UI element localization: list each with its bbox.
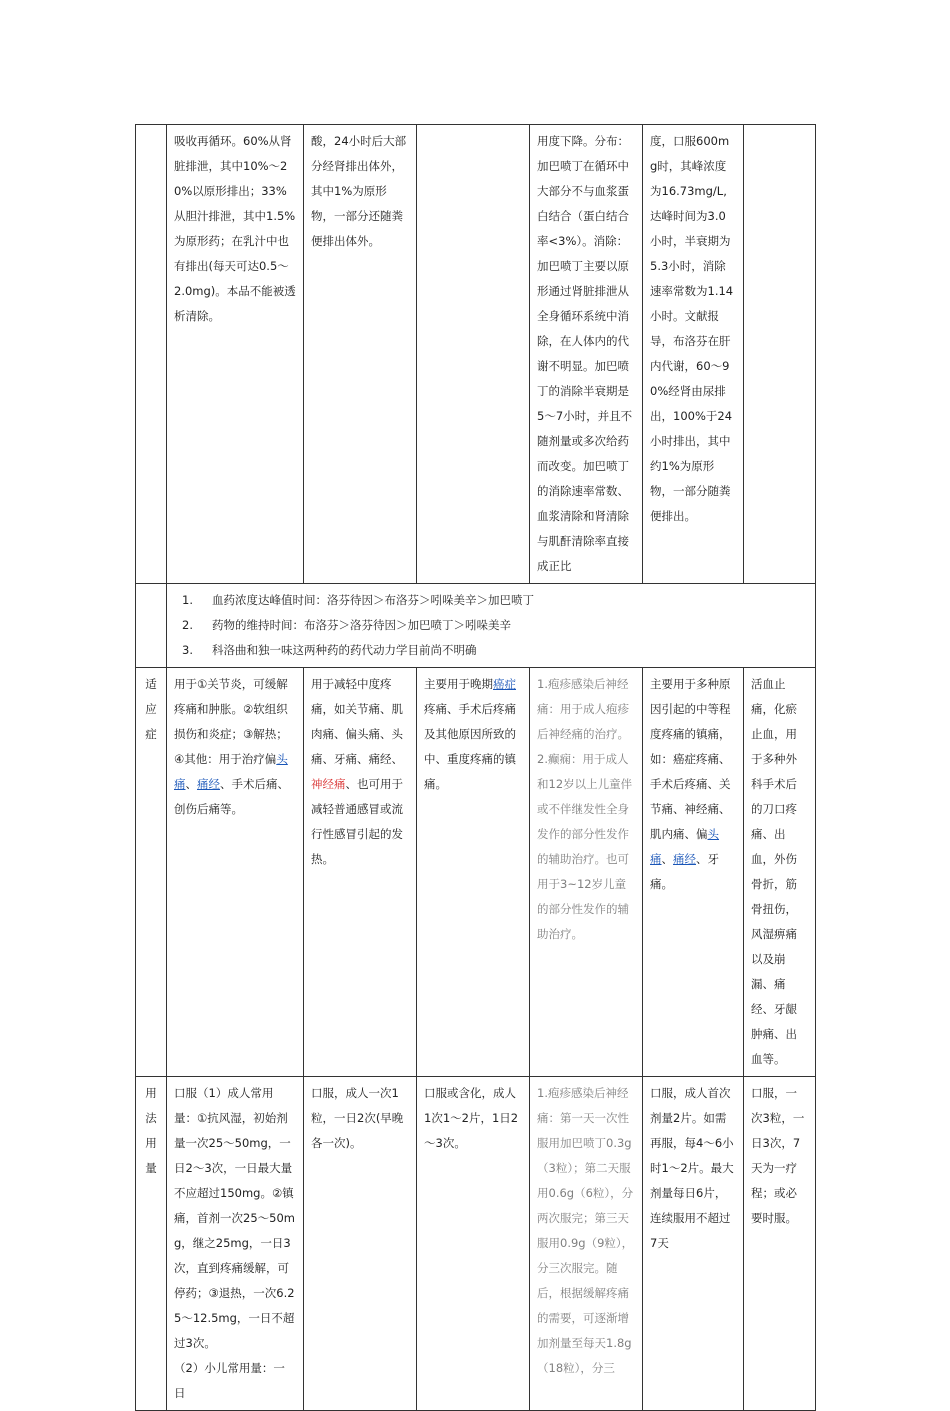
- headache-link[interactable]: 头痛: [650, 827, 719, 866]
- cell-gabapentin-dosage: 1.疱疹感染后神经痛：第一天一次性服用加巴喷丁0.3g（3粒）；第二天服用0.6g（6粒），分两次服完；第三天服用0.9g（9粒），分三次服完。随后，根据缓解疼痛的需要，可逐渐增加剂量至每天1.8g（18粒），分三: [530, 1077, 643, 1411]
- dosage-header: 用法用量: [136, 1077, 167, 1411]
- drug-comparison-table: [135, 124, 816, 1411]
- dysmenorrhea-link[interactable]: 痛经: [673, 852, 696, 866]
- note-item: 2. 药物的维持时间：布洛芬＞洛芬待因＞加巴喷丁＞吲哚美辛: [182, 618, 511, 632]
- cell-ibuprofen-dosage: 口服，成人首次剂量2片。如需再服，每4～6小时1～2片。最大剂量每日6片，连续服用不超过7天: [643, 1077, 744, 1411]
- cell-colchicine-indications: 主要用于晚期癌症疼痛、手术后疼痛及其他原因所致的中、重度疼痛的镇痛。: [417, 668, 530, 1077]
- cell-duyiwei-dosage: 口服，一次3粒，一日3次，7天为一疗程；或必要时服。: [744, 1077, 816, 1411]
- notes-row-header: [136, 584, 167, 668]
- cell-ibuprofen-pk: 度，口服600mg时，其峰浓度为16.73mg/L,达峰时间为3.0小时，半衰期为5.3小时，消除速率常数为1.14小时。文献报导，布洛芬在肝内代谢，60～90%经肾由尿排出，100%于24小时排出，其中约1%为原形物，一部分随粪便排出。: [643, 125, 744, 584]
- dysmenorrhea-link[interactable]: 痛经: [197, 777, 220, 791]
- pharmacokinetics-row: [136, 125, 816, 584]
- indications-header: 适应症: [136, 668, 167, 1077]
- cell-duyiwei-indications: 活血止痛，化瘀止血，用于多种外科手术后的刀口疼痛、出血，外伤骨折，筋骨扭伤，风湿痹痛以及崩漏、痛经、牙龈肿痛、出血等。: [744, 668, 816, 1077]
- cell-ibuprofen-codeine-dosage: 口服，成人一次1粒，一日2次(早晚各一次)。: [304, 1077, 417, 1411]
- cell-colchicine-dosage: 口服或含化，成人1次1～2片，1日2～3次。: [417, 1077, 530, 1411]
- headache-link[interactable]: 头痛: [174, 752, 288, 791]
- cell-colchicine-pk: [417, 125, 530, 584]
- cell-indomethacin-dosage: 口服（1）成人常用量：①抗风湿，初始剂量一次25～50mg，一日2～3次，一日最大量不应超过150mg。②镇痛，首剂一次25～50mg，继之25mg，一日3次，直到疼痛缓解，可停药；③退热，一次6.25～12.5mg，一日不超过3次。 （2）小儿常用量：一日: [167, 1077, 304, 1411]
- cell-ibuprofen-codeine-indications: 用于减轻中度疼痛，如关节痛、肌肉痛、偏头痛、头痛、牙痛、痛经、神经痛、也可用于减轻普通感冒或流行性感冒引起的发热。: [304, 668, 417, 1077]
- cell-gabapentin-pk: 用度下降。分布： 加巴喷丁在循环中大部分不与血浆蛋白结合（蛋白结合率<3%）。消除： 加巴喷丁主要以原形通过肾脏排泄从全身循环系统中消除，在人体内的代谢不明显。加巴喷丁的消除半衰期是5～7小时，并且不随剂量或多次给药而改变。加巴喷丁的消除速率常数、血浆清除和肾清除与肌酐清除率直接成正比: [530, 125, 643, 584]
- row-header-empty: [136, 125, 167, 584]
- cell-indomethacin-indications: 用于①关节炎，可缓解疼痛和肿胀。②软组织损伤和炎症；③解热；④其他：用于治疗偏头痛、痛经、手术后痛、创伤后痛等。: [167, 668, 304, 1077]
- cell-indomethacin-pk: 吸收再循环。60%从肾脏排泄，其中10%～20%以原形排出；33%从胆汁排泄，其中1.5%为原形药；在乳汁中也有排出(每天可达0.5～2.0mg)。本品不能被透析清除。: [167, 125, 304, 584]
- neuralgia-highlight: 神经痛: [311, 777, 346, 791]
- note-item: 1. 血药浓度达峰值时间：洛芬待因＞布洛芬＞吲哚美辛＞加巴喷丁: [182, 593, 534, 607]
- notes-row: [136, 584, 816, 668]
- cell-ibuprofen-indications: 主要用于多种原因引起的中等程度疼痛的镇痛，如：癌症疼痛、手术后疼痛、关节痛、神经痛、肌内痛、偏头痛、痛经、牙痛。: [643, 668, 744, 1077]
- cell-ibuprofen-codeine-pk: 酸，24小时后大部分经肾排出体外，其中1%为原形物，一部分还随粪便排出体外。: [304, 125, 417, 584]
- note-item: 3. 科洛曲和独一味这两种药的药代动力学目前尚不明确: [182, 643, 477, 657]
- notes-cell: [167, 584, 816, 668]
- cell-duyiwei-pk: [744, 125, 816, 584]
- dosage-row: [136, 1077, 816, 1411]
- cell-gabapentin-indications: 1.疱疹感染后神经痛：用于成人疱疹后神经痛的治疗。2.癫痫：用于成人和12岁以上儿童伴或不伴继发性全身发作的部分性发作的辅助治疗。也可用于3~12岁儿童的部分性发作的辅助治疗。: [530, 668, 643, 1077]
- cancer-link[interactable]: 癌症: [493, 677, 516, 691]
- indications-row: [136, 668, 816, 1077]
